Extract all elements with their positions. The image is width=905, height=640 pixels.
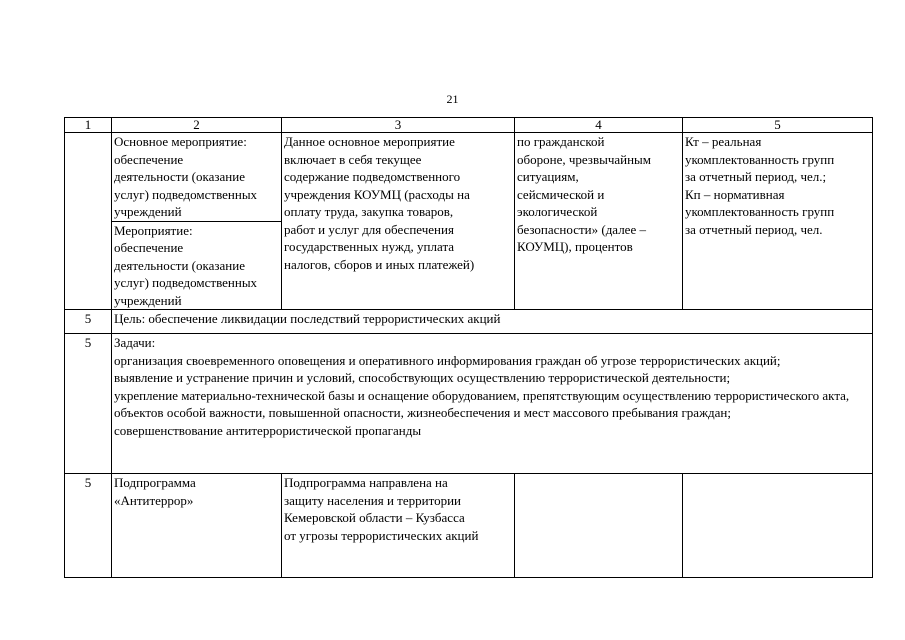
- task-item: выявление и устранение причин и условий, способствующих осуществлению террористической деятельности;: [114, 370, 731, 385]
- task-item: совершенствование антитеррористической пропаганды: [114, 422, 422, 438]
- cell-line: Кп – нормативная: [685, 186, 785, 202]
- header-row: [65, 118, 873, 133]
- empty-cell: [683, 474, 873, 578]
- formula-cell: [683, 133, 873, 310]
- table-row: [65, 133, 873, 222]
- tasks-row: [65, 334, 873, 474]
- cell-line: Подпрограмма направлена на: [284, 475, 448, 490]
- description-cell: [282, 133, 515, 310]
- subprogram-name-cell: [112, 474, 282, 578]
- cell-line: КОУМЦ), процентов: [517, 239, 633, 254]
- cell-line: государственных нужд, уплата: [284, 239, 455, 254]
- cell-line: услуг) подведомственных: [114, 275, 258, 290]
- page-number: 21: [446, 92, 459, 106]
- cell-line: Кт – реальная: [685, 134, 762, 149]
- cell-line: безопасности» (далее –: [517, 221, 646, 237]
- cell-line: сейсмической и: [517, 186, 605, 202]
- header-col-3: 3: [282, 118, 515, 133]
- task-item: укрепление материально-технической базы и оснащение оборудованием, препятствующим осуществлению террористического акта, объектов особой важности, повышенной опасности, жизнеобеспечения и мест массового пребывания граждан;: [114, 387, 850, 420]
- row-number: 5: [65, 474, 112, 578]
- cell-line: оплату труда, закупка товаров,: [284, 204, 454, 219]
- cell-line: работ и услуг для обеспечения: [284, 221, 454, 237]
- cell-line: Мероприятие:: [114, 222, 193, 238]
- indicator-cell: [515, 133, 683, 310]
- tasks-cell: [112, 334, 873, 474]
- cell-line: Кемеровской области – Кузбасса: [284, 510, 465, 525]
- activity-cell: [112, 221, 282, 310]
- program-table: [64, 117, 873, 578]
- cell-line: «Антитеррор»: [114, 492, 194, 508]
- cell-line: Подпрограмма: [114, 475, 196, 490]
- header-col-1: 1: [65, 118, 112, 133]
- subprogram-description-cell: [282, 474, 515, 578]
- empty-cell: [515, 474, 683, 578]
- cell-line: Основное мероприятие:: [114, 134, 247, 149]
- row-number: 5: [65, 334, 112, 474]
- header-col-2: 2: [112, 118, 282, 133]
- header-col-4: 4: [515, 118, 683, 133]
- cell-line: обеспечение: [114, 240, 184, 255]
- goal-row: [65, 310, 873, 334]
- cell-line: Данное основное мероприятие: [284, 134, 455, 149]
- cell-line: учреждения КОУМЦ (расходы на: [284, 186, 470, 202]
- cell-line: за отчетный период, чел.;: [685, 169, 827, 184]
- cell-line: деятельности (оказание: [114, 257, 245, 273]
- cell-line: укомплектованность групп: [685, 204, 835, 219]
- cell-line: налогов, сборов и иных платежей): [284, 256, 475, 272]
- cell-line: учреждений: [114, 204, 182, 219]
- tasks-title: Задачи:: [114, 335, 156, 350]
- cell-line: ситуациям,: [517, 169, 579, 184]
- cell-line: укомплектованность групп: [685, 151, 835, 167]
- cell-line: за отчетный период, чел.: [685, 221, 823, 237]
- subprogram-row: [65, 474, 873, 578]
- goal-text: Цель: обеспечение ликвидации последствий террористических акций: [112, 310, 873, 334]
- cell-line: услуг) подведомственных: [114, 186, 258, 202]
- cell-line: по гражданской: [517, 134, 605, 149]
- row-number-empty: [65, 133, 112, 310]
- cell-line: деятельности (оказание: [114, 169, 245, 184]
- cell-line: обороне, чрезвычайным: [517, 151, 651, 167]
- main-activity-cell: [112, 133, 282, 222]
- row-number: 5: [65, 310, 112, 334]
- cell-line: защиту населения и территории: [284, 492, 461, 508]
- cell-line: обеспечение: [114, 151, 184, 167]
- cell-line: включает в себя текущее: [284, 151, 422, 167]
- cell-line: учреждений: [114, 292, 182, 308]
- cell-line: от угрозы террористических акций: [284, 527, 479, 543]
- cell-line: содержание подведомственного: [284, 169, 461, 184]
- task-item: организация своевременного оповещения и оперативного информирования граждан об угрозе террористических акций;: [114, 352, 781, 368]
- header-col-5: 5: [683, 118, 873, 133]
- cell-line: экологической: [517, 204, 598, 219]
